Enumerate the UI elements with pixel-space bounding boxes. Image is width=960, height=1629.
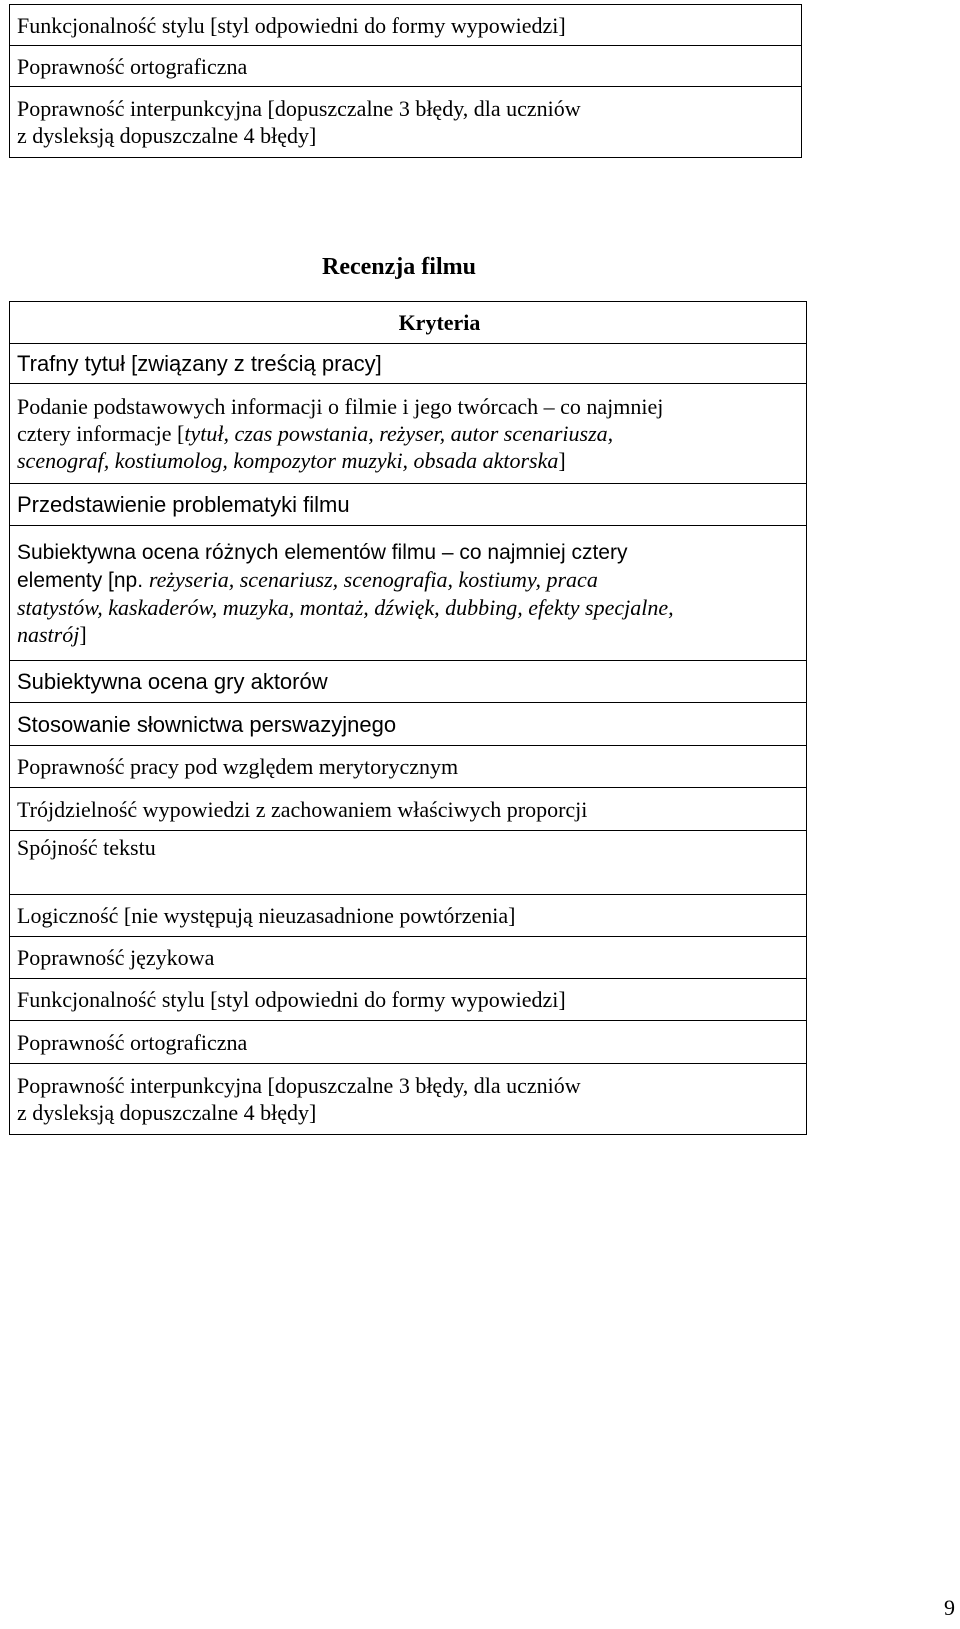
criterion-coherence: Spójność tekstu bbox=[10, 831, 807, 895]
criterion-punctuation-2: Poprawność interpunkcyjna [dopuszczalne 3 błędy, dla uczniów z dysleksją dopuszczalne 4 błędy] bbox=[10, 1064, 807, 1135]
criterion-problematics: Przedstawienie problematyki filmu bbox=[10, 484, 807, 526]
section-title: Recenzja filmu bbox=[322, 254, 476, 280]
page-number: 9 bbox=[944, 1595, 955, 1620]
criterion-spelling-2: Poprawność ortograficzna bbox=[10, 1021, 807, 1064]
criterion-basic-info: Podanie podstawowych informacji o filmie i jego twórcach – co najmniej cztery informacje [tytuł, czas powstania, reżyser, autor scenariusza, scenograf, kostiumolog, kompozytor muzyki, obsada aktorska] bbox=[10, 384, 807, 484]
criterion-content: Poprawność pracy pod względem merytorycznym bbox=[10, 746, 807, 788]
previous-criteria-table bbox=[9, 4, 802, 158]
criteria-table bbox=[9, 301, 807, 1135]
criterion-title: Trafny tytuł [związany z treścią pracy] bbox=[10, 344, 807, 384]
criterion-vocabulary: Stosowanie słownictwa perswazyjnego bbox=[10, 703, 807, 746]
criterion-punctuation: Poprawność interpunkcyjna [dopuszczalne 3 błędy, dla uczniów z dysleksją dopuszczalne 4 błędy] bbox=[10, 87, 802, 158]
criterion-style-2: Funkcjonalność stylu [styl odpowiedni do formy wypowiedzi] bbox=[10, 979, 807, 1021]
criteria-header: Kryteria bbox=[10, 302, 807, 344]
criterion-style: Funkcjonalność stylu [styl odpowiedni do formy wypowiedzi] bbox=[10, 5, 802, 46]
criterion-spelling: Poprawność ortograficzna bbox=[10, 46, 802, 87]
criterion-logic: Logiczność [nie występują nieuzasadnione powtórzenia] bbox=[10, 895, 807, 937]
criterion-elements: Subiektywna ocena różnych elementów filmu – co najmniej cztery elementy [np. reżyseria, scenariusz, scenografia, kostiumy, praca statystów, kaskaderów, muzyka, montaż, dźwięk, dubbing, efekty specjalne, nastrój] bbox=[10, 526, 807, 661]
criterion-language: Poprawność językowa bbox=[10, 937, 807, 979]
criterion-acting: Subiektywna ocena gry aktorów bbox=[10, 661, 807, 703]
criterion-structure: Trójdzielność wypowiedzi z zachowaniem właściwych proporcji bbox=[10, 788, 807, 831]
